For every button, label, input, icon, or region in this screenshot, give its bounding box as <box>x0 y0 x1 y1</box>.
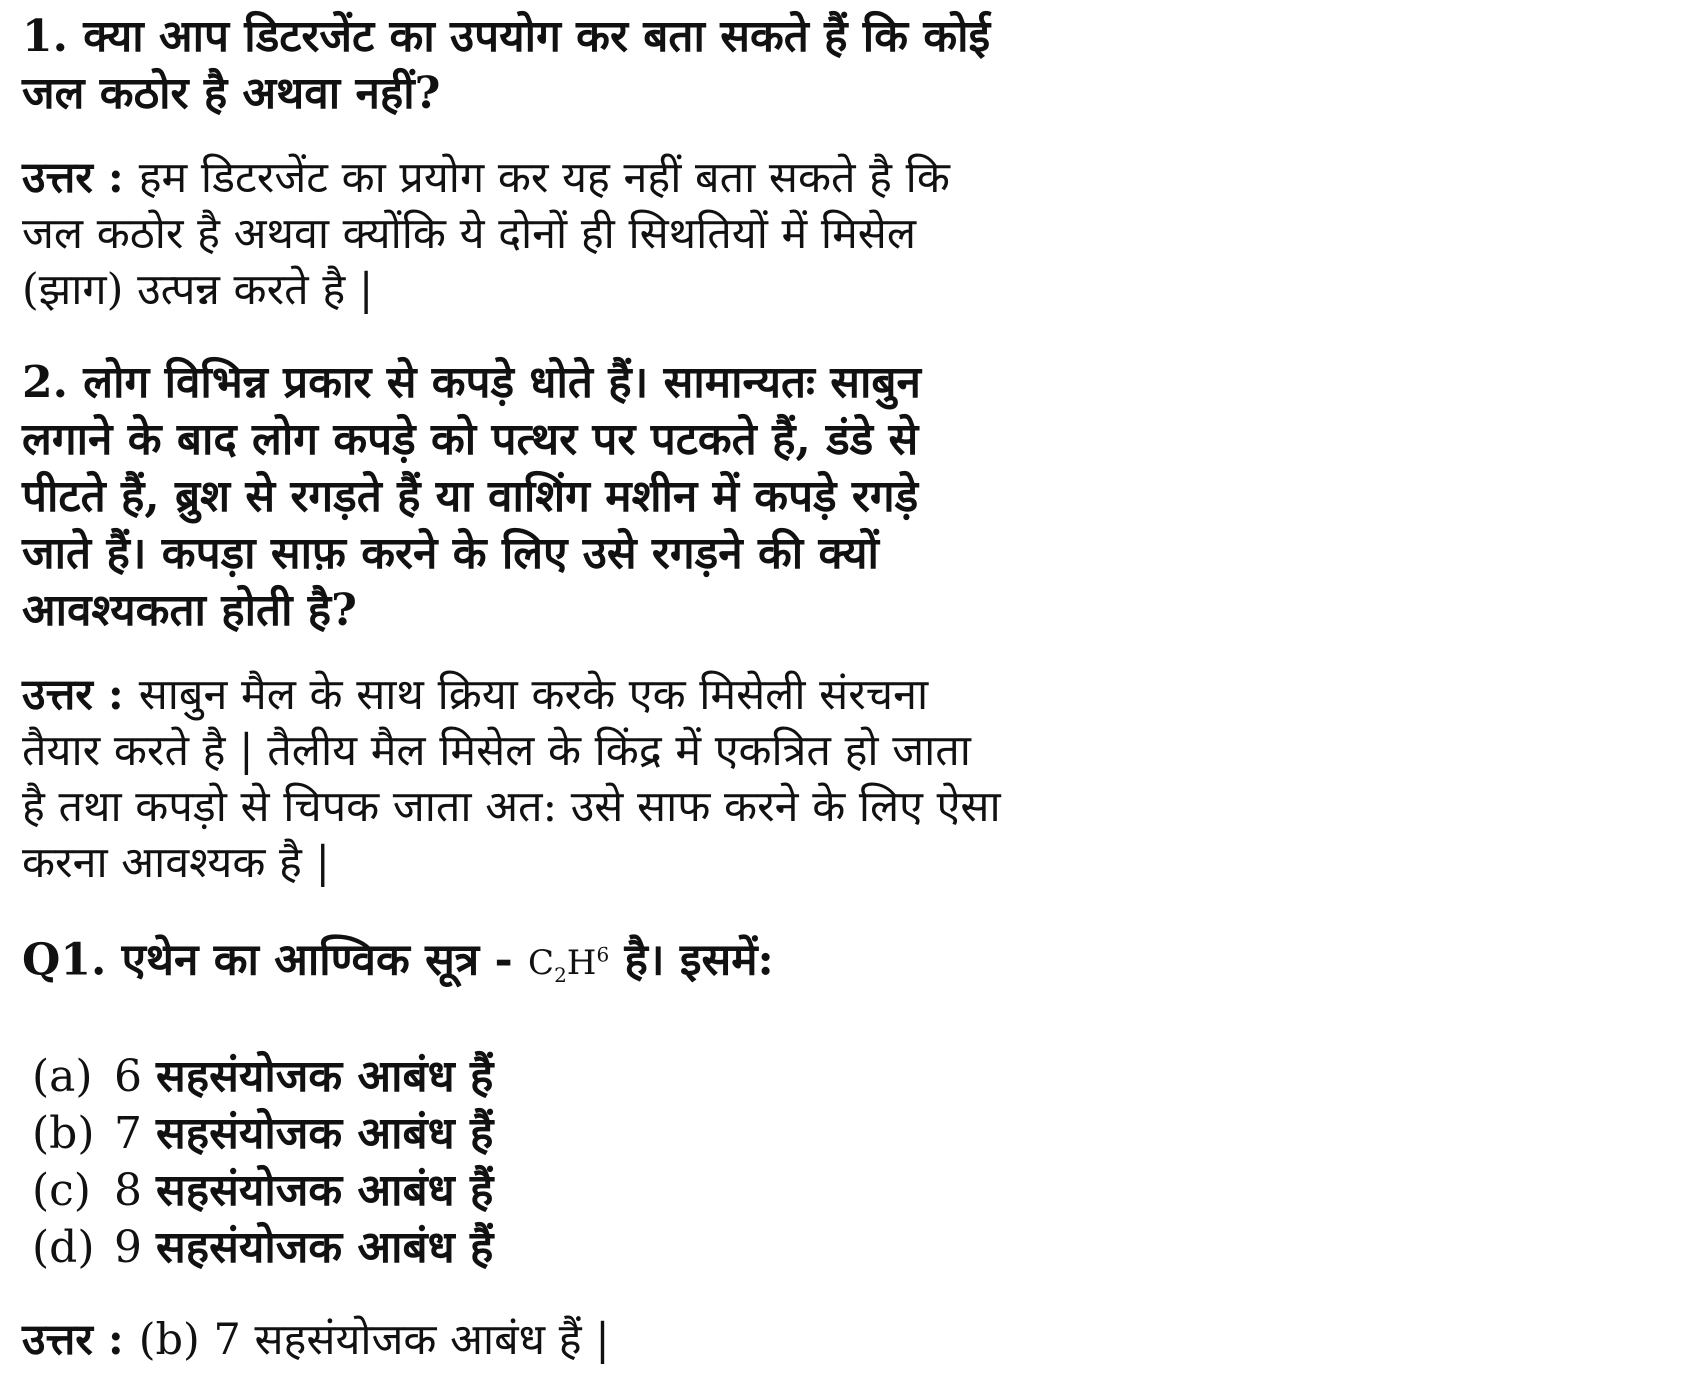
answer-1-line-3: (झाग) उत्पन्न करते है | <box>22 265 374 315</box>
question-2-line-1: 2. लोग विभिन्न प्रकार से कपड़े धोते हैं। सामान्यतः साबुन <box>22 357 921 408</box>
answer-2-line-2: तैयार करते है | तैलीय मैल मिसेल के किंद्र में एकत्रित हो जाता <box>22 726 971 776</box>
question-1-line-2: जल कठोर है अथवा नहीं? <box>22 68 441 119</box>
option-d <box>22 1219 1172 1276</box>
formula-hydrogen: H <box>566 943 597 984</box>
option-label: (d) <box>32 1222 95 1274</box>
answer-2-line-4: करना आवश्यक है | <box>22 838 331 888</box>
option-label: (c) <box>32 1165 91 1217</box>
question-1 <box>22 8 1172 122</box>
option-number: 8 <box>114 1165 142 1217</box>
option-text: सहसंयोजक आबंध हैं <box>156 1222 494 1274</box>
answer-1 <box>22 150 1172 318</box>
answer-label: उत्तर <box>22 153 93 203</box>
answer-2-text-1: साबुन मैल के साथ क्रिया करके एक मिसेली संरचना <box>138 670 929 720</box>
answer-3-text: (b) 7 सहसंयोजक आबंध हैं | <box>138 1315 610 1366</box>
answer-3-line <box>22 1312 1172 1368</box>
answer-separator: : <box>92 1315 139 1366</box>
answer-3 <box>22 1312 1172 1368</box>
answer-separator: : <box>92 153 139 203</box>
options-list <box>22 1048 1172 1276</box>
answer-1-text-1: हम डिटरजेंट का प्रयोग कर यह नहीं बता सकते है कि <box>138 153 950 203</box>
answer-2-line-3: है तथा कपड़ो से चिपक जाता अत: उसे साफ करने के लिए ऐसा <box>22 782 1001 832</box>
formula-carbon: C <box>528 943 555 984</box>
option-number: 6 <box>114 1051 142 1103</box>
question-2 <box>22 354 1172 639</box>
option-text: सहसंयोजक आबंध हैं <box>156 1165 494 1217</box>
answer-label: उत्तर <box>22 1315 93 1366</box>
question-3 <box>22 927 1172 1004</box>
formula-carbon-count: 2 <box>554 963 567 988</box>
document-page <box>22 8 1172 1368</box>
option-label: (a) <box>32 1051 93 1103</box>
option-text: सहसंयोजक आबंध हैं <box>156 1051 494 1103</box>
answer-1-line-2: जल कठोर है अथवा क्योंकि ये दोनों ही सिथतियों में मिसेल <box>22 209 917 259</box>
option-number: 9 <box>114 1222 142 1274</box>
answer-separator: : <box>92 670 139 720</box>
question-2-line-2: लगाने के बाद लोग कपड़े को पत्थर पर पटकते हैं, डंडे से <box>22 414 919 465</box>
question-2-line-3: पीटते हैं, ब्रुश से रगड़ते हैं या वाशिंग मशीन में कपड़े रगड़े <box>22 471 919 522</box>
question-3-prefix: Q1. एथेन का आण्विक सूत्र - <box>22 934 529 986</box>
question-3-line <box>22 927 1172 1004</box>
question-2-line-5: आवश्यकता होती है? <box>22 585 357 636</box>
option-a <box>22 1048 1172 1105</box>
option-text: सहसंयोजक आबंध हैं <box>156 1108 494 1160</box>
answer-1-line-1 <box>22 150 1172 206</box>
option-b <box>22 1105 1172 1162</box>
option-label: (b) <box>32 1108 95 1160</box>
option-number: 7 <box>114 1108 142 1160</box>
answer-label: उत्तर <box>22 670 93 720</box>
answer-2-line-1 <box>22 667 1172 723</box>
formula-hydrogen-count: 6 <box>596 943 610 967</box>
chemical-formula <box>528 943 610 988</box>
question-2-line-4: जाते हैं। कपड़ा साफ़ करने के लिए उसे रगड़ने की क्यों <box>22 528 879 579</box>
question-3-suffix: है। इसमें: <box>609 934 774 986</box>
question-1-line-1: 1. क्या आप डिटरजेंट का उपयोग कर बता सकते हैं कि कोई <box>22 11 991 62</box>
answer-2 <box>22 667 1172 891</box>
option-c <box>22 1162 1172 1219</box>
